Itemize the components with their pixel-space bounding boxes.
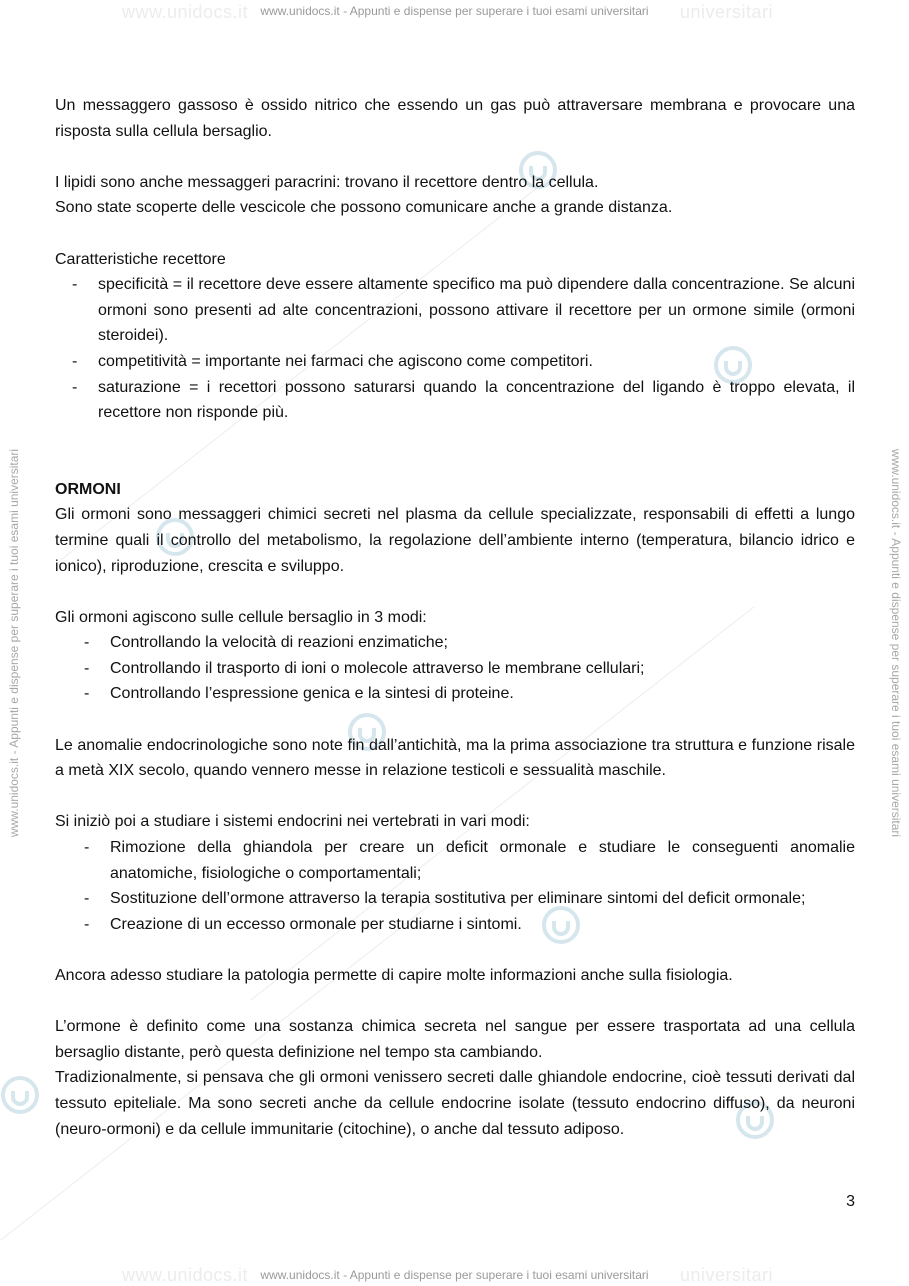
- paragraph: Gli ormoni agiscono sulle cellule bersaglio in 3 modi:: [55, 608, 427, 626]
- modi-list: [55, 630, 855, 707]
- list-item: - Controllando l’espressione genica e la sintesi di proteine.: [55, 681, 855, 707]
- studi-list: [55, 835, 855, 937]
- watermark-ghost-text: www.unidocs.it: [122, 2, 249, 22]
- section-heading: ORMONI: [55, 480, 121, 498]
- list-item: - Controllando il trasporto di ioni o molecole attraverso le membrane cellulari;: [55, 656, 855, 682]
- list-item: - Controllando la velocità di reazioni enzimatiche;: [55, 630, 855, 656]
- page-content: [55, 93, 855, 1142]
- watermark-ghost-text: universitari: [680, 2, 774, 22]
- paragraph: Gli ormoni sono messaggeri chimici secreti nel plasma da cellule specializzate, responsabili di effetti a lungo termine quali il controllo del metabolismo, la regolazione dell’ambiente interno (temperatura, bilancio idrico e ionico), riproduzione, crescita e sviluppo.: [55, 506, 855, 575]
- watermark-left-text: www.unidocs.it - Appunti e dispense per superare i tuoi esami universitari: [7, 448, 21, 838]
- paragraph: Un messaggero gassoso è ossido nitrico che essendo un gas può attraversare membrana e provocare una risposta sulla cellula bersaglio.: [55, 97, 855, 140]
- watermark-header: www.unidocs.it - Appunti e dispense per superare i tuoi esami universitari: [260, 4, 649, 18]
- paragraph: L’ormone è definito come una sostanza chimica secreta nel sangue per essere trasportata ad una cellula bersaglio distante, però questa definizione nel tempo sta cambiando.: [55, 1018, 855, 1061]
- watermark-ghost-text: universitari: [680, 1265, 774, 1285]
- watermark-right-text: www.unidocs.it - Appunti e dispense per superare i tuoi esami universitari: [889, 448, 903, 838]
- paragraph: I lipidi sono anche messaggeri paracrini: trovano il recettore dentro la cellula.: [55, 173, 599, 191]
- list-title: Caratteristiche recettore: [55, 250, 226, 268]
- list-item: - competitività = importante nei farmaci che agiscono come competitori.: [55, 349, 855, 375]
- page-number: 3: [846, 1193, 855, 1210]
- list-item: - Sostituzione dell’ormone attraverso la terapia sostitutiva per eliminare sintomi del deficit ormonale;: [55, 886, 855, 912]
- watermark-ghost-text: www.unidocs.it: [122, 1265, 249, 1285]
- list-item: - saturazione = i recettori possono saturarsi quando la concentrazione del ligando è troppo elevata, il recettore non risponde più.: [55, 375, 855, 426]
- paragraph: Ancora adesso studiare la patologia permette di capire molte informazioni anche sulla fisiologia.: [55, 967, 733, 984]
- recettore-list: [55, 272, 855, 426]
- paragraph: Tradizionalmente, si pensava che gli ormoni venissero secreti dalle ghiandole endocrine, cioè tessuti derivati dal tessuto epiteliale. Ma sono secreti anche da cellule endocrine isolate (tessuto endocrino diffuso), da neuroni (neuro-ormoni) e da cellule immunitarie (citochine), o anche dal tessuto adiposo.: [55, 1069, 855, 1138]
- list-item: - Rimozione della ghiandola per creare un deficit ormonale e studiare le conseguenti anomalie anatomiche, fisiologiche o comportamentali;: [55, 835, 855, 886]
- paragraph: Sono state scoperte delle vescicole che possono comunicare anche a grande distanza.: [55, 199, 673, 217]
- list-item: - Creazione di un eccesso ormonale per studiarne i sintomi.: [55, 912, 855, 938]
- list-item: - specificità = il recettore deve essere altamente specifico ma può dipendere dalla concentrazione. Se alcuni ormoni sono presenti ad alte concentrazioni, possono attivare il recettore per un ormone simile (ormoni steroidei).: [55, 272, 855, 349]
- unidocs-logo-icon: [0, 1075, 40, 1115]
- paragraph: Si iniziò poi a studiare i sistemi endocrini nei vertebrati in vari modi:: [55, 813, 530, 831]
- watermark-footer: www.unidocs.it - Appunti e dispense per superare i tuoi esami universitari: [260, 1268, 649, 1282]
- paragraph: Le anomalie endocrinologiche sono note fin dall’antichità, ma la prima associazione tra struttura e funzione risale a metà XIX secolo, quando vennero messe in relazione testicoli e sessualità maschile.: [55, 736, 855, 780]
